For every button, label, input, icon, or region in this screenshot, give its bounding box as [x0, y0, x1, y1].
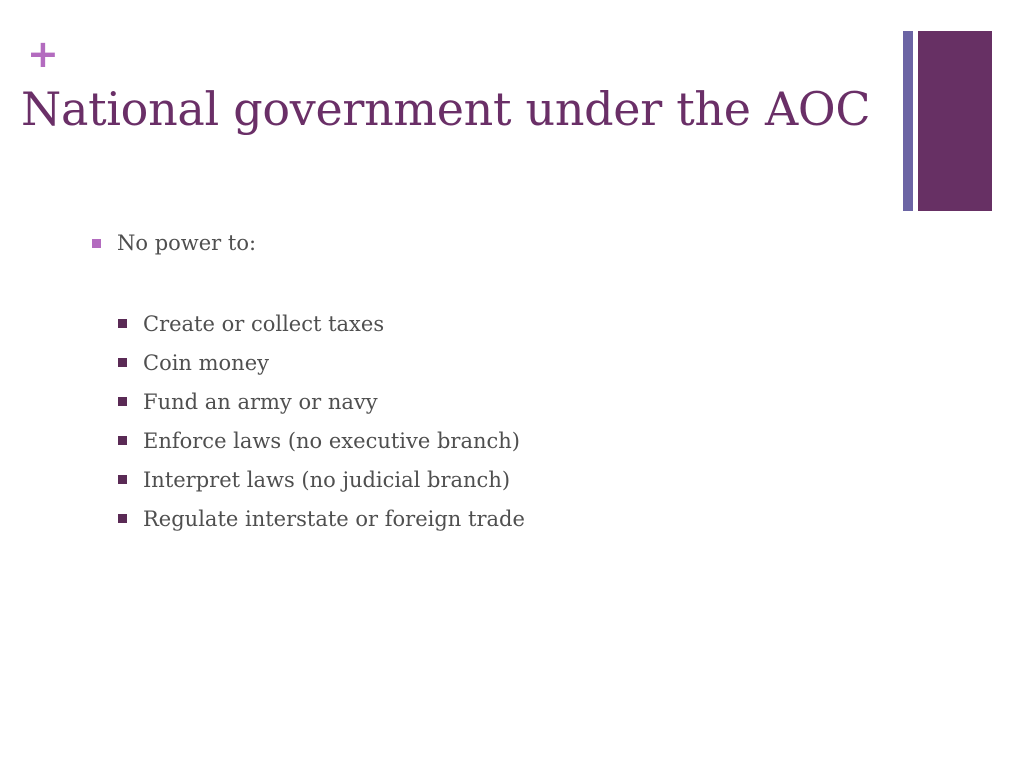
sub-bullet-item — [118, 460, 525, 499]
sub-bullet-text: Create or collect taxes — [143, 311, 385, 336]
sub-bullet-item — [118, 343, 525, 382]
sub-bullet-text: Coin money — [143, 350, 269, 375]
square-bullet-icon — [118, 397, 127, 406]
accent-bar-thin — [903, 31, 913, 211]
sub-bullet-text: Enforce laws (no executive branch) — [143, 428, 520, 453]
bullet-text: No power to: — [117, 231, 257, 255]
sub-bullet-text: Interpret laws (no judicial branch) — [143, 467, 511, 492]
slide-title: National government under the AOC — [21, 82, 871, 136]
sub-bullet-text: Fund an army or navy — [143, 389, 378, 414]
sub-bullet-item — [118, 304, 525, 343]
sub-bullet-list — [118, 304, 525, 538]
square-bullet-icon — [118, 319, 127, 328]
accent-bar-thick — [918, 31, 992, 211]
square-bullet-icon — [118, 436, 127, 445]
bullet-item-no-power — [92, 226, 256, 260]
square-bullet-icon — [92, 239, 101, 248]
plus-icon: + — [27, 32, 59, 76]
sub-bullet-item — [118, 382, 525, 421]
square-bullet-icon — [118, 475, 127, 484]
sub-bullet-text: Regulate interstate or foreign trade — [143, 506, 525, 531]
sub-bullet-item — [118, 421, 525, 460]
square-bullet-icon — [118, 358, 127, 367]
sub-bullet-item — [118, 499, 525, 538]
square-bullet-icon — [118, 514, 127, 523]
